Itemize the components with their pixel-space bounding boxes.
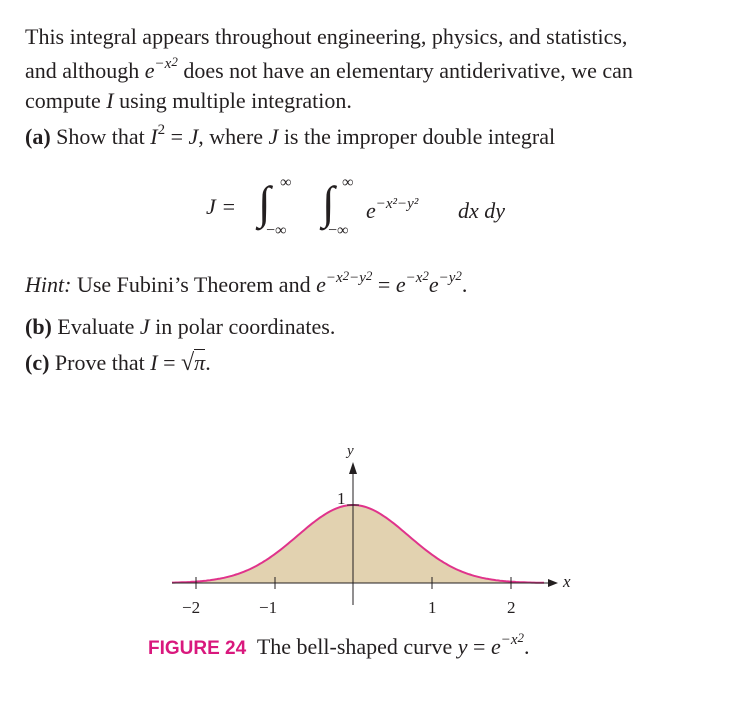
- outer-upper-limit: ∞: [280, 174, 292, 191]
- y-axis-label: y: [347, 443, 354, 459]
- inner-lower-limit: −∞: [328, 222, 349, 239]
- part-c-label: (c): [25, 350, 50, 375]
- x-tick-label-2: 2: [507, 598, 516, 617]
- differentials: dx dy: [458, 198, 506, 223]
- part-a: (a) Show that $I^2 = J$, where J is the improper double integral: [25, 121, 556, 149]
- x-tick-label-neg1: −1: [259, 598, 278, 617]
- x-axis-arrow: [548, 579, 558, 587]
- figure-caption-text: The bell-shaped curve: [256, 634, 453, 659]
- part-a-text-1: Show that: [50, 124, 151, 149]
- bell-curve-area: [172, 505, 545, 583]
- formula-lhs: J =: [206, 194, 237, 219]
- inner-upper-limit: ∞: [342, 174, 354, 191]
- intro-line-3-start: compute: [25, 88, 107, 113]
- y-axis-arrow: [349, 462, 357, 474]
- part-a-text-2: , where: [198, 124, 269, 149]
- inner-integral-sign: ∫: [322, 177, 335, 228]
- part-c-text: Prove that: [49, 350, 151, 375]
- integrand-exponent: −x²−y²: [375, 195, 419, 212]
- hint-text: Use Fubini’s Theorem and: [71, 272, 317, 297]
- part-b-text-2: in polar coordinates.: [149, 314, 336, 339]
- bell-curve-figure: [0, 440, 732, 630]
- e-neg-x2-term: $e^{-x2}$: [144, 53, 178, 83]
- hint-line: Hint: Use Fubini’s Theorem and $e^{-x2-y2} = e^{-x2}e^{-y2}$.: [25, 267, 468, 297]
- part-a-label: (a): [25, 124, 51, 149]
- intro-line-1: This integral appears throughout engineering, physics, and statistics,: [25, 24, 628, 49]
- double-integral-formula: [200, 172, 530, 242]
- intro-line-2-end: does not have an elementary antiderivative, we can: [177, 58, 633, 83]
- part-c: (c) Prove that I = √π.: [25, 350, 211, 376]
- integrand-base: e: [366, 198, 376, 223]
- part-a-text-3: is the improper double integral: [278, 124, 556, 149]
- intro-line-2-start: and although: [25, 58, 145, 83]
- y-tick-label-1: 1: [337, 489, 346, 508]
- outer-lower-limit: −∞: [266, 222, 287, 239]
- outer-integral-sign: ∫: [258, 177, 271, 228]
- part-b-label: (b): [25, 314, 52, 339]
- intro-line-3: [25, 86, 352, 116]
- intro-line-2: [25, 53, 633, 86]
- sqrt-pi: √π: [181, 350, 206, 376]
- x-axis-label: x: [563, 572, 571, 591]
- integrand: [366, 195, 419, 224]
- x-tick-label-neg2: −2: [182, 598, 201, 617]
- figure-caption-label: FIGURE 24: [148, 638, 247, 659]
- figure-caption: FIGURE 24 The bell-shaped curve $y = e^{-x2}$.: [148, 629, 530, 659]
- part-b-text-1: Evaluate: [51, 314, 140, 339]
- hint-label: Hint:: [25, 272, 72, 297]
- x-tick-label-1: 1: [428, 598, 437, 617]
- part-b: (b) Evaluate J in polar coordinates.: [25, 314, 336, 339]
- intro-line-3-end: using multiple integration.: [113, 88, 352, 113]
- var-I: I: [106, 88, 114, 113]
